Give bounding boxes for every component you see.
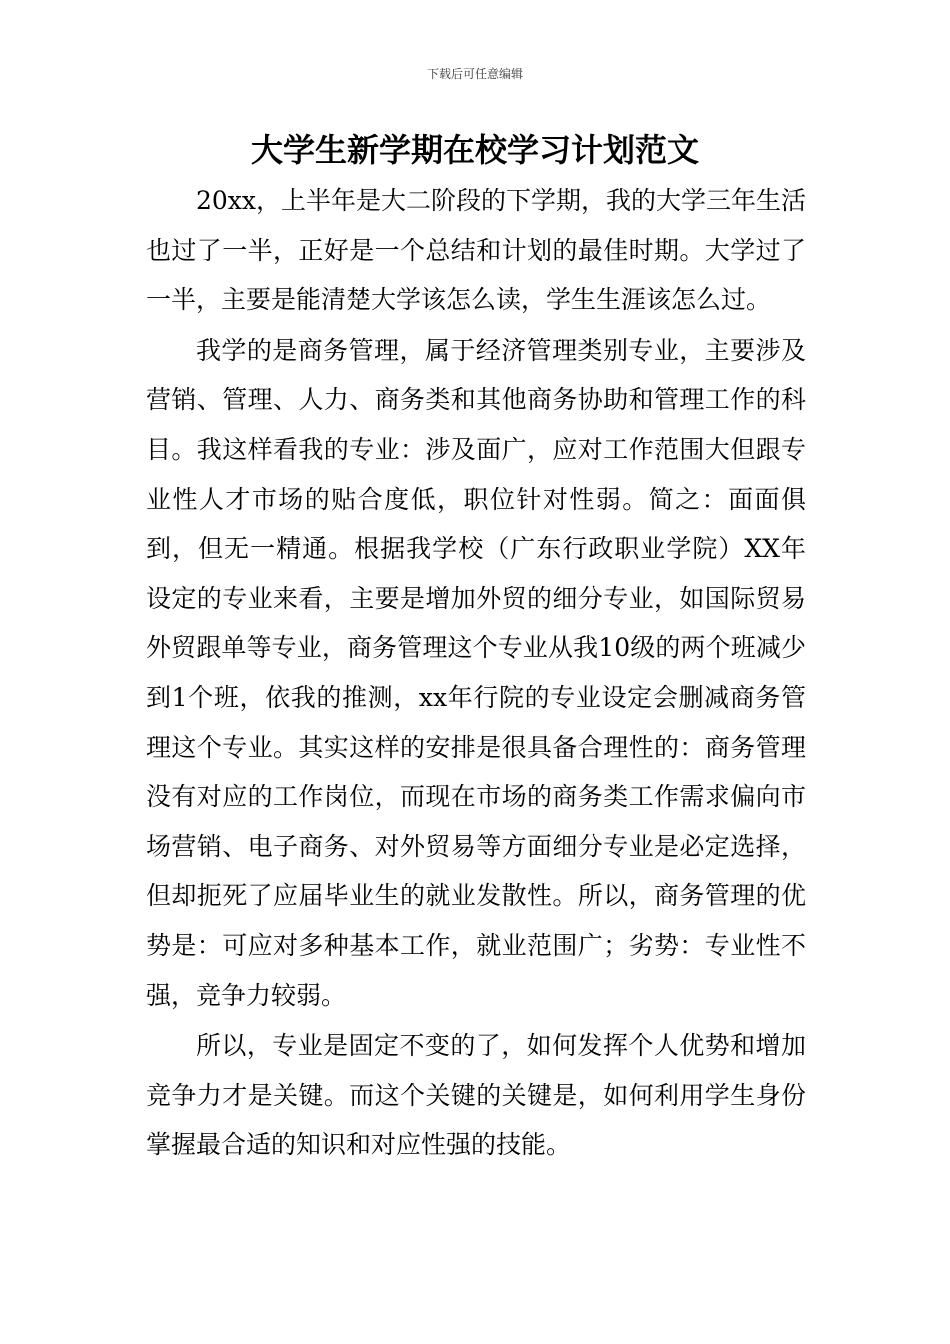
paragraph-3: 所以，专业是固定不变的了，如何发挥个人优势和增加竞争力才是关键。而这个关键的关键是，如何利用学生身份掌握最合适的知识和对应性强的技能。 [146,1031,806,1160]
document-title: 大学生新学期在校学习计划范文 [250,131,699,169]
document-body [146,176,806,1171]
paragraph-1: 20xx，上半年是大二阶段的下学期，我的大学三年生活也过了一半，正好是一个总结和计划的最佳时期。大学过了一半，主要是能清楚大学该怎么读，学生生涯该怎么过。 [146,186,807,315]
header-note: 下载后可任意编辑 [426,67,523,81]
paragraph-2: 我学的是商务管理，属于经济管理类别专业，主要涉及营销、管理、人力、商务类和其他商务协助和管理工作的科目。我这样看我的专业：涉及面广，应对工作范围大但跟专业性人才市场的贴合度低，职位针对性弱。简之：面面俱到，但无一精通。根据我学校（广东行政职业学院）XX年设定的专业来看，主要是增加外贸的细分专业，如国际贸易外贸跟单等专业，商务管理这个专业从我10级的两个班减少到1个班，依我的推测，xx年行院的专业设定会删减商务管理这个专业。其实这样的安排是很具备合理性的：商务管理没有对应的工作岗位，而现在市场的商务类工作需求偏向市场营销、电子商务、对外贸易等方面细分专业是必定选择，但却扼死了应届毕业生的就业发散性。所以，商务管理的优势是：可应对多种基本工作，就业范围广；劣势：专业性不强，竞争力较弱。 [146,335,806,1010]
